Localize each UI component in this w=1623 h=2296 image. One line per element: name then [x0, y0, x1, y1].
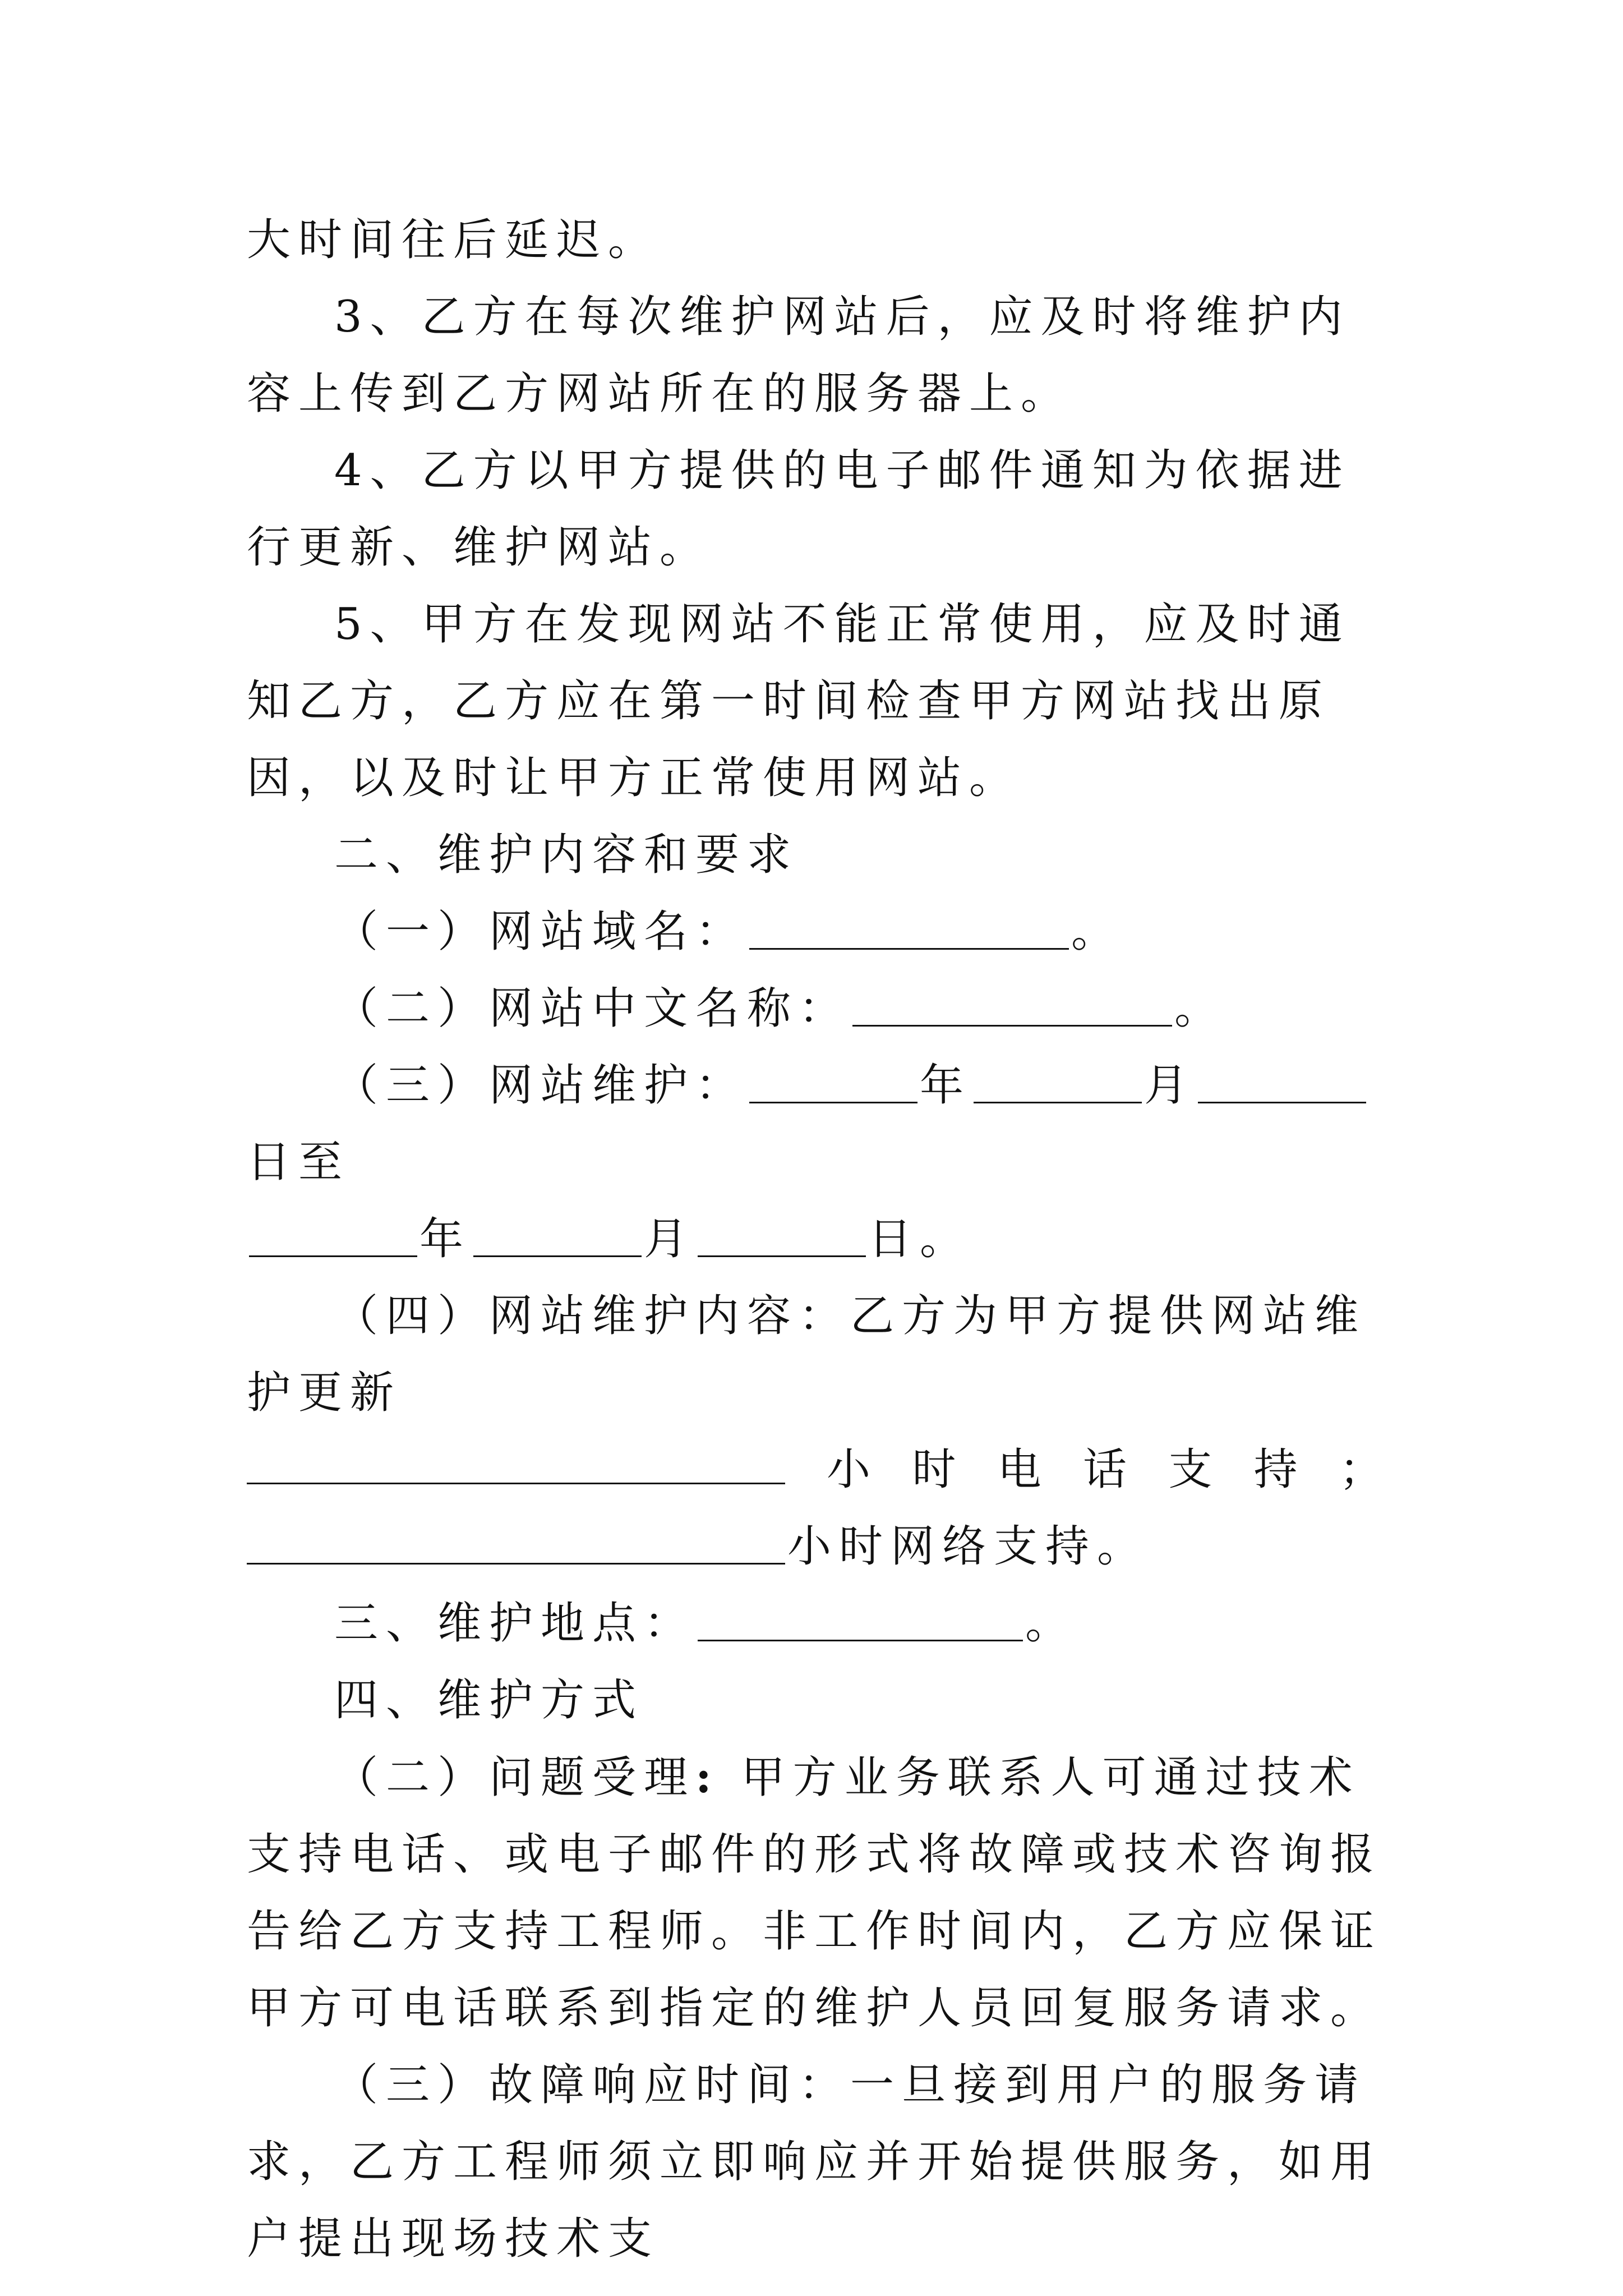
- phone-support-char: 时: [912, 1444, 964, 1495]
- location-end: 。: [1025, 1598, 1077, 1649]
- start-month-blank[interactable]: [974, 1062, 1142, 1103]
- end-year-label: 年: [419, 1214, 472, 1264]
- paragraph-item-4: 4、乙方以甲方提供的电子邮件通知为依据进行更新、维护网站。: [247, 445, 1350, 573]
- section-heading-3: [247, 1585, 1391, 1662]
- phone-support-char: 话: [1082, 1444, 1135, 1495]
- phone-support-char: 电: [997, 1444, 1049, 1495]
- issue-handling-text: 甲方业务联系人可通过技术支持电话、或电子邮件的形式将故障或技术咨询报告给乙方支持工程师。非工作时间内，乙方应保证甲方可电话联系到指定的维护人员回复服务请求。: [247, 1752, 1382, 2033]
- domain-blank-line[interactable]: [749, 909, 1069, 950]
- field-domain-label: （一）网站域名：: [334, 907, 748, 957]
- hours-phone-support-line: [247, 1432, 1391, 1508]
- paragraph-delay: 大时间往后延迟。: [247, 215, 660, 265]
- month-label: 月: [1144, 1060, 1196, 1111]
- field-domain-end: 。: [1071, 907, 1123, 957]
- network-support-text: 小时网络支持。: [787, 1521, 1149, 1572]
- end-day-blank[interactable]: [698, 1216, 866, 1257]
- phone-support-char: 小: [827, 1444, 879, 1495]
- year-label: 年: [920, 1060, 972, 1111]
- end-month-blank[interactable]: [473, 1216, 642, 1257]
- location-label: 三、维护地点：: [334, 1598, 696, 1649]
- paragraph-item-3: 3、乙方在每次维护网站后，应及时将维护内容上传到乙方网站所在的服务器上。: [247, 292, 1350, 419]
- issue-handling-colon: :: [695, 1752, 720, 1803]
- start-year-blank[interactable]: [749, 1062, 917, 1103]
- network-hours-blank[interactable]: [247, 1524, 785, 1565]
- field-chinese-name: [247, 970, 1391, 1047]
- paragraph-issue-handling: [247, 1739, 1391, 2047]
- paragraph-item-5: 5、甲方在发现网站不能正常使用，应及时通知乙方，乙方应在第一时间检查甲方网站找出原因，以及时让甲方正常使用网站。: [247, 599, 1350, 803]
- field-maintenance-content: （四）网站维护内容：乙方为甲方提供网站维护更新: [247, 1291, 1367, 1418]
- field-chinese-name-label: （二）网站中文名称：: [334, 983, 851, 1034]
- phone-support-char: 持: [1253, 1444, 1306, 1495]
- field-maintenance-period: [247, 1047, 1391, 1201]
- issue-handling-label: （二）问题受理: [334, 1752, 696, 1803]
- day-to-label: 日至: [247, 1137, 351, 1188]
- end-month-label: 月: [644, 1214, 696, 1264]
- field-maintenance-period-end: [247, 1201, 1391, 1278]
- section-heading-4: 四、维护方式: [334, 1675, 644, 1726]
- section-heading-2: 二、维护内容和要求: [334, 830, 799, 880]
- field-period-label: （三）网站维护：: [334, 1060, 748, 1111]
- chinese-name-blank-line[interactable]: [852, 986, 1172, 1027]
- document-body: [247, 202, 1391, 2277]
- hours-network-support-line: [247, 1508, 1391, 1585]
- paragraph-response-time: （三）故障响应时间：一旦接到用户的服务请求，乙方工程师须立即响应并开始提供服务，如用户提出现场技术支: [247, 2060, 1382, 2264]
- phone-support-text: [827, 1432, 1391, 1508]
- phone-support-char: ；: [1339, 1444, 1391, 1495]
- start-day-blank[interactable]: [1198, 1062, 1366, 1103]
- field-domain: [247, 894, 1391, 970]
- field-chinese-name-end: 。: [1174, 983, 1227, 1034]
- phone-hours-blank[interactable]: [247, 1443, 785, 1484]
- location-blank-line[interactable]: [698, 1600, 1023, 1641]
- end-day-label: 日。: [868, 1214, 972, 1264]
- phone-support-char: 支: [1168, 1444, 1220, 1495]
- end-year-blank[interactable]: [249, 1216, 417, 1257]
